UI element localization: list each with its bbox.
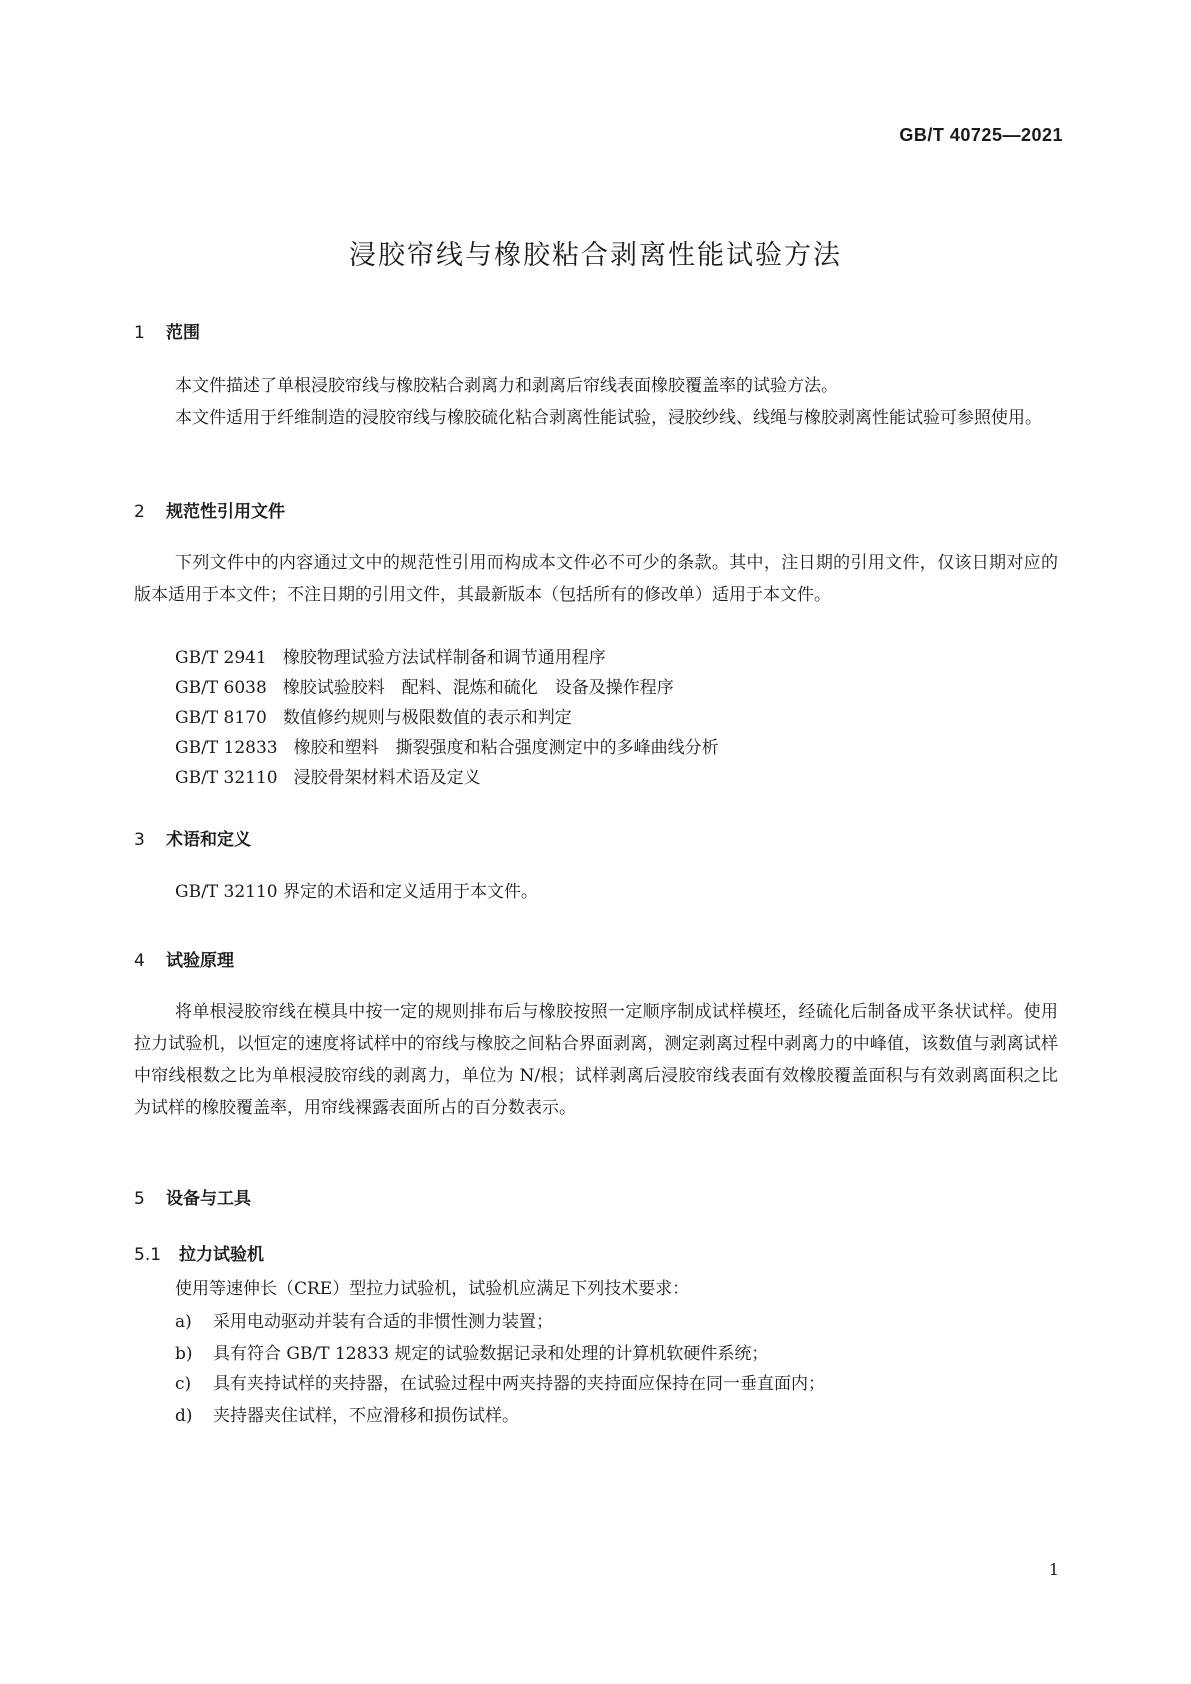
list-item-text: 采用电动驱动并装有合适的非惯性测力装置； bbox=[213, 1312, 553, 1332]
reference-title: 浸胶骨架材料术语及定义 bbox=[293, 768, 481, 788]
section-title: 术语和定义 bbox=[166, 830, 251, 850]
section-title: 试验原理 bbox=[166, 951, 234, 971]
reference-title: 橡胶试验胶料 配料、混炼和硫化 设备及操作程序 bbox=[282, 678, 674, 698]
section-number: 3 bbox=[134, 830, 145, 850]
reference-code: GB/T 2941 bbox=[175, 648, 267, 668]
list-item bbox=[175, 1368, 825, 1400]
reference-code: GB/T 8170 bbox=[175, 708, 267, 728]
section-title: 设备与工具 bbox=[166, 1189, 251, 1209]
reference-item bbox=[175, 732, 719, 764]
section-title: 规范性引用文件 bbox=[166, 502, 285, 522]
reference-code: GB/T 6038 bbox=[175, 678, 267, 698]
reference-item bbox=[175, 702, 572, 734]
list-item bbox=[175, 1306, 553, 1338]
reference-title: 数值修约规则与极限数值的表示和判定 bbox=[282, 708, 572, 728]
list-item-text: 夹持器夹住试样，不应滑移和损伤试样。 bbox=[213, 1406, 519, 1426]
section-number: 2 bbox=[134, 502, 145, 522]
section-2-heading bbox=[134, 497, 285, 522]
section-4-heading bbox=[134, 946, 234, 971]
section-number: 4 bbox=[134, 951, 145, 971]
section-number: 5.1 bbox=[134, 1245, 162, 1265]
page-number: 1 bbox=[1048, 1560, 1059, 1579]
list-item-text: 具有符合 GB/T 12833 规定的试验数据记录和处理的计算机软硬件系统； bbox=[213, 1344, 769, 1364]
list-item bbox=[175, 1400, 519, 1432]
reference-code: GB/T 12833 bbox=[175, 738, 278, 758]
paragraph: 使用等速伸长（CRE）型拉力试验机，试验机应满足下列技术要求： bbox=[175, 1279, 690, 1299]
document-title: 浸胶帘线与橡胶粘合剥离性能试验方法 bbox=[349, 240, 842, 271]
section-title: 拉力试验机 bbox=[179, 1245, 264, 1265]
reference-item bbox=[175, 642, 606, 674]
paragraph: 下列文件中的内容通过文中的规范性引用而构成本文件必不可少的条款。其中，注日期的引用文件，仅该日期对应的版本适用于本文件；不注日期的引用文件，其最新版本（包括所有的修改单）适用于本文件。 bbox=[134, 553, 1058, 605]
section-3-heading bbox=[134, 825, 251, 850]
reference-title: 橡胶和塑料 撕裂强度和粘合强度测定中的多峰曲线分析 bbox=[293, 738, 719, 758]
list-item-mark: b) bbox=[175, 1344, 193, 1364]
list-item-mark: c) bbox=[175, 1374, 192, 1394]
reference-title: 橡胶物理试验方法试样制备和调节通用程序 bbox=[282, 648, 606, 668]
section-5-1-heading bbox=[134, 1240, 264, 1265]
list-item-mark: d) bbox=[175, 1406, 193, 1426]
section-5-heading bbox=[134, 1184, 251, 1209]
paragraph: GB/T 32110 界定的术语和定义适用于本文件。 bbox=[175, 882, 539, 902]
paragraph: 将单根浸胶帘线在模具中按一定的规则排布后与橡胶按照一定顺序制成试样模坯，经硫化后制备成平条状试样。使用拉力试验机，以恒定的速度将试样中的帘线与橡胶之间粘合界面剥离，测定剥离过程中剥离力的中峰值，该数值与剥离试样中帘线根数之比为单根浸胶帘线的剥离力，单位为 N/根；试样剥离后浸胶帘线表面有效橡胶覆盖面积与有效剥离面积之比为试样的橡胶覆盖率，用帘线裸露表面所占的百分数表示。 bbox=[134, 1002, 1058, 1118]
section-number: 5 bbox=[134, 1189, 145, 1209]
paragraph: 本文件描述了单根浸胶帘线与橡胶粘合剥离力和剥离后帘线表面橡胶覆盖率的试验方法。 bbox=[175, 376, 838, 396]
section-title: 范围 bbox=[166, 323, 200, 343]
reference-item bbox=[175, 762, 481, 794]
section-1-heading bbox=[134, 318, 200, 343]
section-number: 1 bbox=[134, 323, 145, 343]
standard-number: GB/T 40725—2021 bbox=[899, 125, 1063, 145]
paragraph: 本文件适用于纤维制造的浸胶帘线与橡胶硫化粘合剥离性能试验，浸胶纱线、线绳与橡胶剥离性能试验可参照使用。 bbox=[175, 408, 1042, 428]
list-item bbox=[175, 1338, 768, 1370]
reference-code: GB/T 32110 bbox=[175, 768, 278, 788]
list-item-text: 具有夹持试样的夹持器，在试验过程中两夹持器的夹持面应保持在同一垂直面内； bbox=[213, 1374, 825, 1394]
list-item-mark: a) bbox=[175, 1312, 192, 1332]
reference-item bbox=[175, 672, 674, 704]
